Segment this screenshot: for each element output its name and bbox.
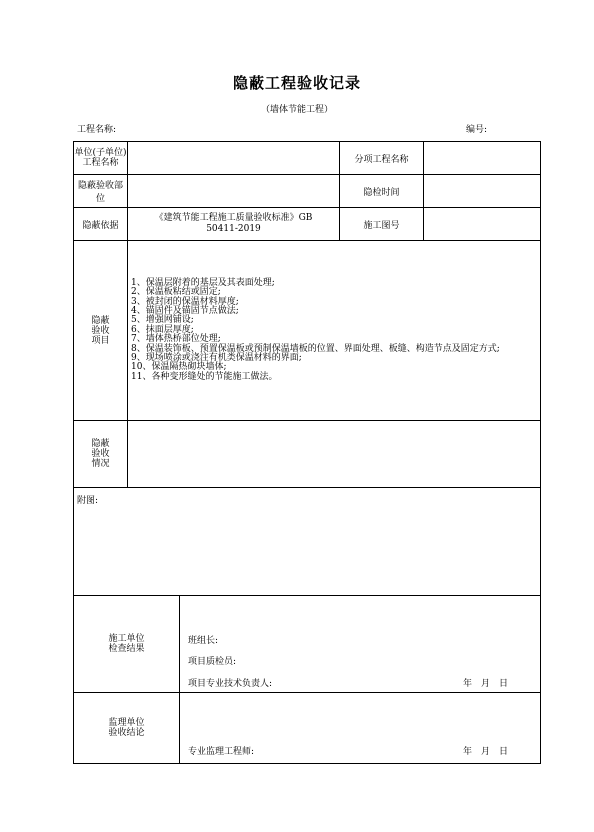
inspector-label: 项目质检员: — [188, 657, 237, 667]
list-item: 2、保温板粘结或固定; — [131, 287, 221, 298]
subitem-label: 分项工程名称 — [340, 142, 424, 175]
items-row — [74, 241, 541, 421]
basis-label: 隐蔽依据 — [74, 208, 128, 241]
list-item: 5、增强网铺设; — [131, 315, 194, 326]
list-item: 4、锚固件及锚固节点做法; — [131, 305, 239, 316]
items-list — [128, 241, 541, 421]
time-field[interactable] — [424, 175, 541, 208]
location-label: 隐蔽验收部位 — [74, 175, 128, 208]
basis-row — [74, 208, 541, 241]
construction-label: 施工单位 检查结果 — [74, 596, 180, 693]
supervision-sign-area — [180, 693, 541, 764]
acceptance-form-table — [73, 141, 541, 764]
result-field[interactable] — [128, 421, 541, 488]
unit-name-field[interactable] — [128, 142, 340, 175]
supervision-date: 年 月 日 — [463, 747, 509, 757]
result-label: 隐蔽 验收 情况 — [74, 421, 128, 488]
subitem-field[interactable] — [424, 142, 541, 175]
drawing-label: 施工图号 — [340, 208, 424, 241]
items-label: 隐蔽 验收 项目 — [74, 241, 128, 421]
list-item: 10、保温隔热砌块墙体; — [131, 362, 227, 373]
location-field[interactable] — [128, 175, 340, 208]
list-item: 1、保温层附着的基层及其表面处理; — [131, 277, 275, 288]
unit-row — [74, 142, 541, 175]
attachment-label: 附图: — [77, 496, 99, 506]
supervision-row — [74, 693, 541, 764]
drawing-field[interactable] — [424, 208, 541, 241]
result-row — [74, 421, 541, 488]
list-item: 3、被封闭的保温材料厚度; — [131, 296, 239, 307]
supervisor-label: 专业监理工程师: — [188, 747, 255, 757]
list-item: 7、墙体热桥部位处理; — [131, 334, 221, 345]
attachment-area[interactable] — [74, 488, 541, 596]
attachment-row — [74, 488, 541, 596]
tech-lead-label: 项目专业技术负责人: — [188, 679, 273, 689]
construction-sign-area — [180, 596, 541, 693]
team-leader-label: 班组长: — [188, 636, 219, 646]
list-item: 8、保温装饰板、预置保温板或预制保温墙板的位置、界面处理、板缝、构造节点及固定方式; — [131, 343, 500, 354]
list-item: 6、抹面层厚度; — [131, 324, 194, 335]
supervision-label: 监理单位 验收结论 — [74, 693, 180, 764]
page-subtitle: （墙体节能工程） — [260, 105, 333, 115]
basis-value: 《建筑节能工程施工质量验收标准》GB 50411-2019 — [128, 208, 340, 241]
unit-label: 单位(子单位) 工程名称 — [74, 142, 128, 175]
list-item: 11、各种变形缝处的节能施工做法。 — [131, 371, 278, 382]
list-item: 9、现场喷涂或浇注有机类保温材料的界面; — [131, 353, 302, 364]
construction-row — [74, 596, 541, 693]
project-name-label: 工程名称: — [77, 125, 117, 135]
time-label: 隐检时间 — [340, 175, 424, 208]
location-row — [74, 175, 541, 208]
page-title: 隐蔽工程验收记录 — [232, 74, 361, 92]
number-label: 编号: — [466, 125, 488, 135]
construction-date: 年 月 日 — [463, 679, 509, 689]
